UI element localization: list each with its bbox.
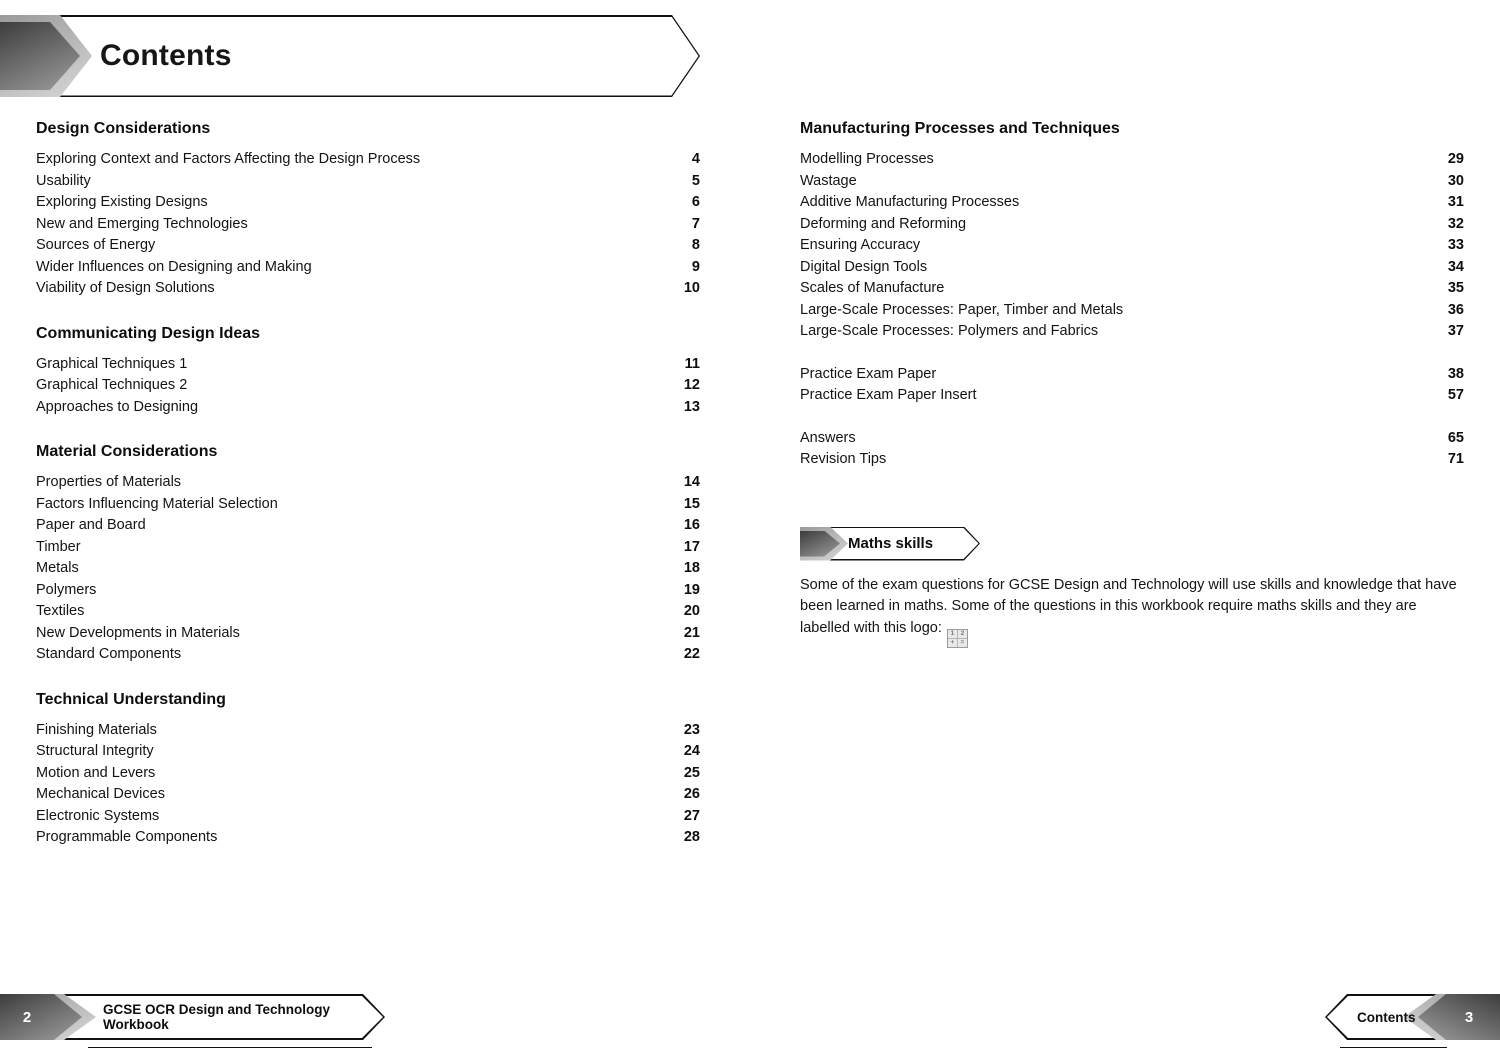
maths-skills-description	[800, 575, 1464, 648]
toc-entry-page-number: 13	[683, 398, 700, 415]
toc-entry-label: Factors Influencing Material Selection	[36, 495, 278, 512]
toc-entry-label: Structural Integrity	[36, 743, 154, 759]
toc-entry-page-number: 27	[683, 807, 700, 824]
toc-entry-label: Motion and Levers	[36, 764, 156, 781]
toc-entry	[800, 214, 1464, 236]
toc-entry-label: Additive Manufacturing Processes	[800, 194, 1020, 210]
maths-logo-cell: =	[958, 639, 967, 647]
toc-entry	[800, 149, 1464, 171]
footer-right-banner	[1325, 994, 1500, 1040]
toc-entry	[36, 278, 700, 300]
toc-entry-label: New and Emerging Technologies	[36, 215, 248, 232]
toc-entry	[36, 494, 700, 516]
toc-section	[36, 323, 700, 419]
toc-section-heading: Communicating Design Ideas	[36, 324, 261, 342]
toc-entry	[36, 644, 700, 666]
toc-entry-page-number: 19	[683, 581, 700, 598]
toc-entry	[800, 257, 1464, 279]
toc-entry	[800, 278, 1464, 300]
toc-entry-page-number: 38	[1447, 365, 1464, 382]
toc-column-right	[800, 118, 1464, 648]
toc-entry-page-number: 7	[691, 215, 700, 232]
toc-entry-label: Electronic Systems	[36, 807, 160, 824]
toc-entry-page-number: 15	[683, 495, 700, 512]
toc-entry	[36, 235, 700, 257]
toc-entry	[36, 806, 700, 828]
toc-section	[36, 118, 700, 300]
toc-entry-label: Practice Exam Paper Insert	[800, 387, 977, 403]
toc-entry-page-number: 34	[1447, 258, 1464, 275]
footer-right-underline	[1340, 1047, 1447, 1048]
toc-entry	[36, 537, 700, 559]
toc-entry	[36, 375, 700, 397]
toc-entry	[800, 449, 1464, 471]
maths-skills-label: Maths skills	[848, 535, 934, 552]
toc-section-heading: Technical Understanding	[36, 690, 226, 708]
toc-entry-label: Answers	[800, 429, 856, 446]
toc-entry-page-number: 22	[683, 646, 700, 662]
toc-entry	[800, 385, 1464, 407]
toc-section-heading: Design Considerations	[36, 120, 211, 137]
toc-entry	[800, 192, 1464, 214]
toc-entry-label: Textiles	[36, 603, 85, 619]
footer-page-number-left: 2	[22, 1008, 32, 1026]
toc-entry-label: Sources of Energy	[36, 237, 156, 253]
toc-entry	[36, 580, 700, 602]
toc-entry	[800, 364, 1464, 386]
toc-entry-label: Exploring Context and Factors Affecting the Design Process	[36, 151, 421, 167]
toc-column-left	[36, 118, 700, 849]
toc-right-sections	[800, 118, 1464, 471]
toc-entry-label: Wastage	[800, 172, 857, 189]
toc-entry-page-number: 33	[1447, 237, 1464, 253]
contents-header-banner	[0, 15, 700, 97]
toc-entry-label: Large-Scale Processes: Paper, Timber and Metals	[800, 301, 1124, 318]
toc-entry-page-number: 20	[683, 603, 700, 619]
toc-entry-label: Usability	[36, 172, 91, 189]
toc-entry-page-number: 14	[683, 474, 700, 490]
toc-section-heading: Material Considerations	[36, 443, 218, 460]
toc-entry	[36, 720, 700, 742]
toc-entry	[36, 784, 700, 806]
toc-entry-page-number: 29	[1447, 151, 1464, 167]
toc-entry-page-number: 28	[683, 829, 700, 845]
toc-entry-page-number: 25	[683, 764, 700, 781]
toc-entry	[800, 321, 1464, 343]
toc-entry	[800, 428, 1464, 450]
toc-entry-page-number: 65	[1447, 429, 1464, 446]
toc-entry-page-number: 5	[691, 172, 700, 189]
toc-entry	[36, 741, 700, 763]
maths-skills-paragraph-text: Some of the exam questions for GCSE Design and Technology will use skills and knowledge that have been learned in maths. Some of the questions in this workbook require maths skills and they are labelled with this logo:	[800, 576, 1457, 636]
toc-entry-page-number: 24	[683, 743, 700, 759]
maths-logo-cell: 1	[948, 630, 957, 638]
toc-section	[800, 343, 1464, 407]
toc-entry-page-number: 6	[691, 194, 700, 210]
toc-entry-label: Properties of Materials	[36, 474, 182, 490]
toc-entry-page-number: 8	[691, 237, 700, 253]
footer-page-number-right: 3	[1464, 1008, 1474, 1026]
toc-entry	[36, 257, 700, 279]
toc-entry-page-number: 31	[1447, 194, 1464, 210]
toc-entry-page-number: 30	[1447, 172, 1464, 189]
maths-skills-banner	[800, 527, 980, 561]
toc-entry-page-number: 4	[691, 151, 700, 167]
toc-entry-label: Graphical Techniques 2	[36, 377, 188, 393]
toc-entry-label: Revision Tips	[800, 451, 887, 467]
toc-entry-label: Modelling Processes	[800, 151, 934, 167]
toc-entry-page-number: 17	[683, 538, 700, 555]
toc-entry-label: Standard Components	[36, 646, 182, 662]
toc-entry-page-number: 35	[1447, 280, 1464, 296]
toc-entry-label: Large-Scale Processes: Polymers and Fabrics	[800, 323, 1099, 339]
toc-entry	[36, 354, 700, 376]
toc-entry-page-number: 36	[1447, 301, 1464, 318]
toc-entry	[36, 171, 700, 193]
toc-section	[800, 407, 1464, 471]
toc-entry-label: Viability of Design Solutions	[36, 280, 215, 296]
toc-entry-page-number: 37	[1447, 323, 1464, 339]
toc-entry-label: Approaches to Designing	[36, 398, 199, 415]
toc-entry-label: Paper and Board	[36, 517, 146, 533]
toc-entry	[36, 397, 700, 419]
toc-entry	[36, 558, 700, 580]
toc-entry	[36, 763, 700, 785]
toc-entry-page-number: 57	[1447, 387, 1464, 403]
toc-entry	[36, 515, 700, 537]
toc-entry-label: Digital Design Tools	[800, 258, 928, 275]
toc-entry-label: Wider Influences on Designing and Making	[36, 258, 312, 275]
toc-entry-label: Practice Exam Paper	[800, 365, 937, 382]
toc-entry-page-number: 32	[1447, 215, 1464, 232]
toc-entry	[36, 214, 700, 236]
toc-entry-label: Scales of Manufacture	[800, 280, 945, 296]
toc-entry-label: Finishing Materials	[36, 721, 157, 738]
toc-entry	[36, 472, 700, 494]
toc-entry-page-number: 10	[683, 280, 700, 296]
toc-entry-page-number: 16	[683, 517, 700, 533]
toc-entry	[36, 192, 700, 214]
toc-entry-label: Mechanical Devices	[36, 786, 165, 802]
toc-entry	[36, 623, 700, 645]
toc-entry-page-number: 26	[683, 786, 700, 802]
toc-section	[800, 118, 1464, 343]
toc-entry-label: Graphical Techniques 1	[36, 355, 188, 372]
footer-book-title: GCSE OCR Design and Technology Workbook	[103, 1002, 331, 1032]
toc-entry-page-number: 9	[691, 258, 700, 275]
toc-entry	[36, 149, 700, 171]
maths-logo-cell: +	[948, 639, 957, 647]
footer-left-underline	[88, 1047, 372, 1048]
toc-entry-label: Metals	[36, 560, 79, 576]
footer-section-title: Contents	[1357, 1009, 1416, 1025]
toc-entry-page-number: 18	[683, 560, 700, 576]
toc-entry	[36, 601, 700, 623]
page-title: Contents	[100, 39, 232, 72]
toc-entry-label: Deforming and Reforming	[800, 215, 967, 232]
toc-entry-label: Ensuring Accuracy	[800, 237, 921, 253]
toc-entry	[36, 827, 700, 849]
toc-entry-page-number: 23	[683, 721, 700, 738]
toc-entry-page-number: 21	[683, 624, 700, 641]
toc-entry	[800, 171, 1464, 193]
toc-entry-page-number: 71	[1447, 451, 1464, 467]
toc-entry	[800, 300, 1464, 322]
footer-left-banner	[0, 994, 385, 1040]
toc-entry-label: New Developments in Materials	[36, 624, 240, 641]
toc-entry-label: Exploring Existing Designs	[36, 194, 208, 210]
toc-section-heading: Manufacturing Processes and Techniques	[800, 120, 1120, 137]
toc-entry-label: Timber	[36, 538, 81, 555]
toc-section	[36, 689, 700, 849]
toc-entry-page-number: 11	[684, 355, 700, 372]
maths-logo-icon	[947, 629, 968, 648]
toc-entry-page-number: 12	[683, 377, 700, 393]
toc-entry	[800, 235, 1464, 257]
toc-section	[36, 441, 700, 666]
toc-entry-label: Polymers	[36, 581, 97, 598]
maths-logo-cell: 2	[958, 630, 967, 638]
toc-entry-label: Programmable Components	[36, 829, 218, 845]
